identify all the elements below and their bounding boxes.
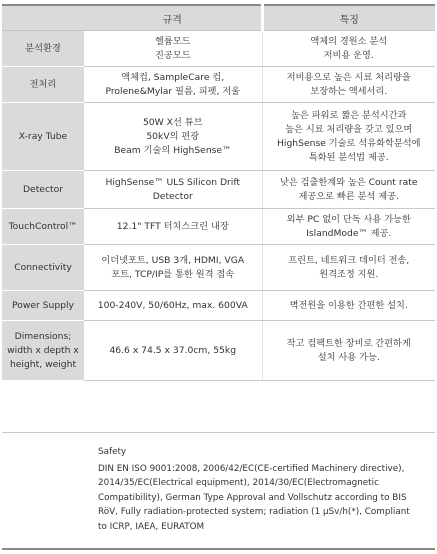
row-label-line: 전처리 (29, 78, 57, 90)
feature-cell-line: 액체의 경원소 분석 (310, 35, 388, 47)
row-label (2, 171, 84, 209)
feature-cell (262, 209, 435, 245)
feature-cell-line: 높은 파워로 짧은 분석시간과 (291, 109, 407, 121)
safety-notes (2, 432, 435, 550)
row-label (2, 103, 84, 171)
row-label-line: width x depth x (7, 344, 79, 356)
row-label (2, 321, 84, 381)
spec-cell-line: 12.1" TFT 터치스크린 내장 (116, 220, 229, 232)
feature-cell-line: 프린트, 네트워크 데이터 전송, (288, 254, 410, 266)
row-label-line: Connectivity (14, 261, 72, 273)
header-feature: 특징 (262, 5, 435, 31)
spec-cell (84, 291, 262, 321)
safety-line: to ICRP, IAEA, EURATOM (98, 521, 205, 532)
feature-cell-line: 원격조정 지원. (319, 268, 379, 280)
row-label-line: 분석환경 (25, 42, 61, 54)
table-row (2, 31, 435, 67)
feature-cell (262, 171, 435, 209)
spec-table-body (2, 31, 435, 381)
spec-cell-line: 100-240V, 50/60Hz, max. 600VA (97, 299, 248, 311)
feature-cell-line: 저비용으로 높은 시료 처리량을 (286, 71, 411, 83)
table-row (2, 209, 435, 245)
table-row (2, 171, 435, 209)
row-label (2, 31, 84, 67)
feature-cell-line: HighSense 기술로 석유화학분석에 (277, 137, 421, 149)
row-label (2, 209, 84, 245)
feature-cell (262, 321, 435, 381)
spec-cell-line: Prolene&Mylar 필름, 피펫, 저울 (105, 85, 241, 97)
spec-cell (84, 245, 262, 291)
safety-line: Compatibility), German Type Approval and Vollschutz according to BIS (98, 492, 407, 503)
feature-cell (262, 245, 435, 291)
feature-cell-line: 낮은 검출한계와 높은 Count rate (279, 176, 418, 188)
row-label (2, 245, 84, 291)
table-row (2, 103, 435, 171)
feature-cell (262, 291, 435, 321)
spec-cell-line: 50W X선 튜브 (142, 116, 203, 128)
feature-cell (262, 31, 435, 67)
spec-cell (84, 171, 262, 209)
table-row (2, 67, 435, 103)
spec-cell-line: 46.6 x 74.5 x 37.0cm, 55kg (109, 344, 237, 356)
feature-cell-line: 높은 시료 처리량을 갖고 있으며 (285, 123, 413, 135)
feature-cell-line: 외부 PC 없이 단독 사용 가능한 (286, 213, 411, 225)
table-row (2, 291, 435, 321)
spec-cell-line: 액체컵, SampleCare 컵, (121, 71, 225, 83)
row-label-line: Detector (22, 183, 64, 195)
feature-cell (262, 103, 435, 171)
row-label-line: height, weight (9, 358, 77, 370)
spec-cell-line: 진공모드 (154, 49, 191, 61)
row-label (2, 67, 84, 103)
spec-cell-line: 50kV의 편광 (146, 130, 200, 142)
spec-cell (84, 67, 262, 103)
safety-line: 2014/35/EC(Electrical equipment), 2014/30/EC(Electromagnetic (98, 478, 379, 488)
feature-cell (262, 67, 435, 103)
feature-cell-line: IslandMode™ 제공. (306, 227, 392, 239)
table-row (2, 245, 435, 291)
spec-table (2, 4, 435, 381)
spec-cell-line: Detector (152, 190, 193, 202)
row-label-line: Dimensions; (14, 330, 72, 342)
spec-cell-line: 이더넷포트, USB 3개, HDMI, VGA (101, 254, 245, 266)
spec-cell (84, 103, 262, 171)
table-header-row (2, 5, 435, 31)
feature-cell-line: 작고 컴팩트한 장비로 간편하게 (286, 337, 411, 349)
header-label-cell (2, 5, 84, 31)
row-label-line: Power Supply (11, 299, 74, 311)
row-label-line: X-ray Tube (18, 130, 68, 142)
safety-line: DIN EN ISO 9001:2008, 2006/42/EC(CE-certified Machinery directive), (98, 463, 405, 474)
feature-cell-line: 저비용 운영. (323, 49, 374, 61)
table-row (2, 321, 435, 381)
spec-cell-line: Beam 기술의 HighSense™ (114, 144, 232, 156)
safety-line: RöV, Fully radiation-protected system; radiation (1 μSv/h(*), Compliant (98, 507, 410, 517)
row-label (2, 291, 84, 321)
spec-cell (84, 321, 262, 381)
spec-cell-line: HighSense™ ULS Silicon Drift (105, 176, 241, 188)
row-label-line: TouchControl™ (8, 220, 78, 232)
header-spec: 규격 (84, 5, 262, 31)
feature-cell-line: 제공으로 빠른 분석 제공. (298, 190, 399, 202)
spec-cell-line: 포트, TCP/IP를 통한 원격 접속 (111, 268, 235, 280)
feature-cell-line: 특화된 분석법 제공. (308, 151, 389, 163)
feature-cell-line: 벽전원을 이용한 간편한 설치. (289, 299, 408, 311)
feature-cell-line: 설치 사용 가능. (317, 351, 380, 363)
feature-cell-line: 보장하는 액세서리. (310, 85, 388, 97)
safety-title: Safety (98, 447, 127, 457)
spec-cell (84, 209, 262, 245)
spec-cell-line: 헬륨모드 (154, 35, 191, 47)
spec-cell (84, 31, 262, 67)
